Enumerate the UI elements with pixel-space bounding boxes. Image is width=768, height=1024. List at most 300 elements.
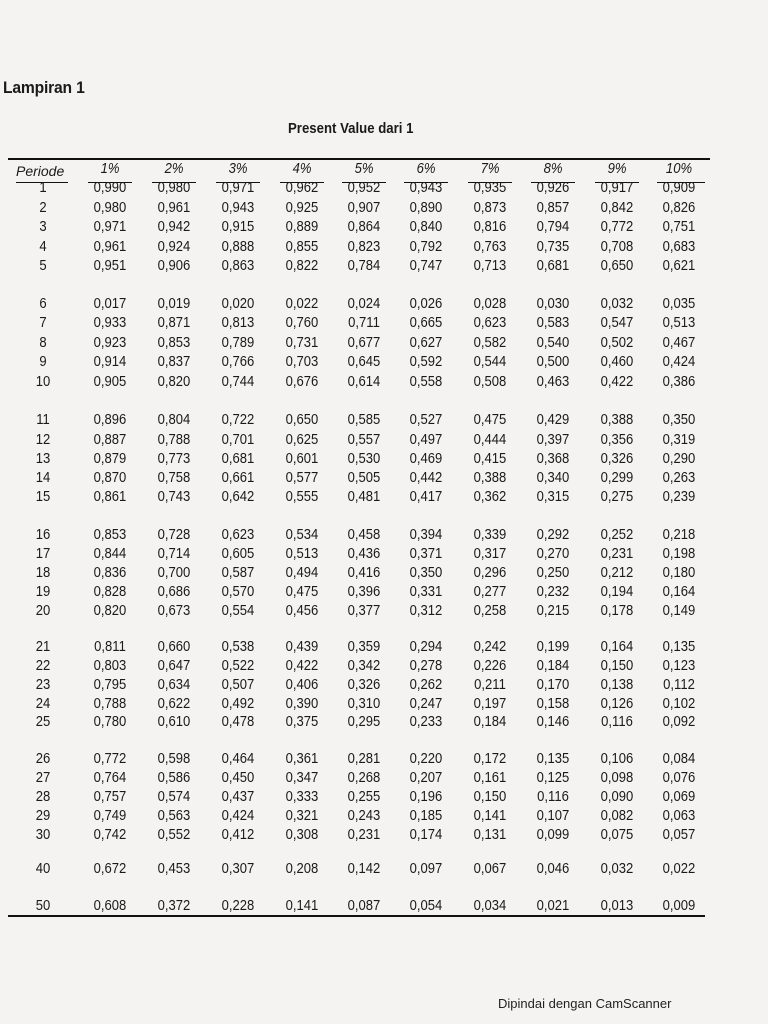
- table-cell: 0,281: [347, 751, 381, 767]
- period-cell: 15: [35, 489, 51, 505]
- table-cell: 0,149: [662, 603, 696, 619]
- table-cell: 0,022: [285, 296, 319, 312]
- table-cell: 0,855: [285, 239, 319, 255]
- table-cell: 0,270: [536, 546, 570, 562]
- table-cell: 0,116: [537, 789, 569, 805]
- table-cell: 0,574: [157, 789, 191, 805]
- table-cell: 0,032: [600, 861, 634, 877]
- table-cell: 0,700: [157, 565, 191, 581]
- table-cell: 0,372: [157, 898, 191, 914]
- table-cell: 0,142: [347, 861, 381, 877]
- table-cell: 0,601: [285, 451, 319, 467]
- table-cell: 0,437: [221, 789, 255, 805]
- rate-column-header: 10%: [665, 161, 693, 177]
- table-cell: 0,780: [93, 714, 127, 730]
- table-cell: 0,356: [600, 432, 634, 448]
- table-cell: 0,788: [93, 696, 127, 712]
- table-cell: 0,676: [285, 374, 319, 390]
- appendix-heading: Lampiran 1: [3, 78, 85, 97]
- table-cell: 0,350: [409, 565, 443, 581]
- table-cell: 0,924: [157, 239, 191, 255]
- table-cell: 0,102: [662, 696, 696, 712]
- table-cell: 0,513: [285, 546, 319, 562]
- table-cell: 0,158: [536, 696, 570, 712]
- period-cell: 30: [35, 827, 51, 843]
- table-cell: 0,683: [662, 239, 696, 255]
- table-cell: 0,331: [409, 584, 443, 600]
- table-cell: 0,299: [600, 470, 634, 486]
- table-cell: 0,971: [93, 219, 127, 235]
- table-cell: 0,141: [473, 808, 507, 824]
- table-cell: 0,943: [221, 200, 255, 216]
- period-cell: 28: [35, 789, 51, 805]
- table-cell: 0,673: [157, 603, 191, 619]
- table-cell: 0,116: [601, 714, 633, 730]
- table-cell: 0,547: [600, 315, 634, 331]
- table-cell: 0,135: [536, 751, 570, 767]
- period-cell: 2: [39, 200, 47, 216]
- table-cell: 0,131: [473, 827, 507, 843]
- table-cell: 0,820: [93, 603, 127, 619]
- table-cell: 0,853: [157, 335, 191, 351]
- table-cell: 0,026: [409, 296, 443, 312]
- table-cell: 0,873: [473, 200, 507, 216]
- table-cell: 0,585: [347, 412, 381, 428]
- table-cell: 0,019: [157, 296, 191, 312]
- table-cell: 0,784: [347, 258, 381, 274]
- table-cell: 0,962: [285, 180, 319, 196]
- table-cell: 0,942: [157, 219, 191, 235]
- table-cell: 0,527: [409, 412, 443, 428]
- table-cell: 0,623: [221, 527, 255, 543]
- period-cell: 6: [39, 296, 47, 312]
- table-cell: 0,063: [662, 808, 696, 824]
- table-cell: 0,239: [662, 489, 696, 505]
- table-cell: 0,494: [285, 565, 319, 581]
- period-cell: 25: [35, 714, 51, 730]
- table-cell: 0,708: [600, 239, 634, 255]
- table-cell: 0,534: [285, 527, 319, 543]
- table-cell: 0,184: [473, 714, 507, 730]
- table-cell: 0,665: [409, 315, 443, 331]
- table-cell: 0,263: [662, 470, 696, 486]
- table-cell: 0,255: [347, 789, 381, 805]
- table-cell: 0,180: [662, 565, 696, 581]
- table-cell: 0,415: [473, 451, 507, 467]
- table-cell: 0,552: [157, 827, 191, 843]
- table-cell: 0,231: [347, 827, 381, 843]
- table-cell: 0,933: [93, 315, 127, 331]
- table-cell: 0,971: [221, 180, 255, 196]
- table-cell: 0,326: [600, 451, 634, 467]
- scanner-footer: Dipindai dengan CamScanner: [498, 996, 672, 1011]
- table-cell: 0,582: [473, 335, 507, 351]
- table-cell: 0,463: [536, 374, 570, 390]
- table-cell: 0,650: [600, 258, 634, 274]
- table-cell: 0,888: [221, 239, 255, 255]
- table-cell: 0,592: [409, 354, 443, 370]
- table-cell: 0,243: [347, 808, 381, 824]
- period-cell: 12: [35, 432, 51, 448]
- period-cell: 7: [39, 315, 47, 331]
- table-cell: 0,416: [347, 565, 381, 581]
- table-cell: 0,905: [93, 374, 127, 390]
- period-cell: 29: [35, 808, 51, 824]
- table-cell: 0,583: [536, 315, 570, 331]
- table-cell: 0,397: [536, 432, 570, 448]
- table-cell: 0,456: [285, 603, 319, 619]
- table-cell: 0,458: [347, 527, 381, 543]
- table-cell: 0,711: [348, 315, 380, 331]
- table-cell: 0,492: [221, 696, 255, 712]
- table-cell: 0,870: [93, 470, 127, 486]
- table-cell: 0,803: [93, 658, 127, 674]
- period-cell: 17: [35, 546, 51, 562]
- table-cell: 0,207: [409, 770, 443, 786]
- rate-column-header: 5%: [354, 161, 374, 177]
- table-cell: 0,460: [600, 354, 634, 370]
- table-cell: 0,312: [409, 603, 443, 619]
- table-cell: 0,917: [600, 180, 634, 196]
- table-cell: 0,823: [347, 239, 381, 255]
- table-cell: 0,388: [600, 412, 634, 428]
- table-cell: 0,439: [285, 639, 319, 655]
- table-cell: 0,722: [221, 412, 255, 428]
- table-cell: 0,500: [536, 354, 570, 370]
- table-cell: 0,375: [285, 714, 319, 730]
- table-cell: 0,361: [285, 751, 319, 767]
- table-cell: 0,090: [600, 789, 634, 805]
- table-cell: 0,757: [93, 789, 127, 805]
- table-cell: 0,760: [285, 315, 319, 331]
- table-cell: 0,772: [93, 751, 127, 767]
- table-cell: 0,268: [347, 770, 381, 786]
- table-cell: 0,844: [93, 546, 127, 562]
- rate-column-header: 3%: [228, 161, 248, 177]
- table-cell: 0,075: [600, 827, 634, 843]
- table-cell: 0,557: [347, 432, 381, 448]
- table-cell: 0,961: [93, 239, 127, 255]
- period-cell: 22: [35, 658, 51, 674]
- table-cell: 0,840: [409, 219, 443, 235]
- table-cell: 0,321: [285, 808, 319, 824]
- table-cell: 0,889: [285, 219, 319, 235]
- rate-column-header: 7%: [480, 161, 500, 177]
- table-cell: 0,161: [473, 770, 507, 786]
- table-cell: 0,558: [409, 374, 443, 390]
- table-cell: 0,853: [93, 527, 127, 543]
- table-cell: 0,647: [157, 658, 191, 674]
- table-cell: 0,925: [285, 200, 319, 216]
- table-cell: 0,333: [285, 789, 319, 805]
- table-cell: 0,429: [536, 412, 570, 428]
- table-cell: 0,211: [474, 677, 506, 693]
- table-cell: 0,242: [473, 639, 507, 655]
- period-cell: 20: [35, 603, 51, 619]
- period-cell: 19: [35, 584, 51, 600]
- table-cell: 0,907: [347, 200, 381, 216]
- table-cell: 0,067: [473, 861, 507, 877]
- table-cell: 0,813: [221, 315, 255, 331]
- table-cell: 0,184: [536, 658, 570, 674]
- table-cell: 0,586: [157, 770, 191, 786]
- table-cell: 0,621: [662, 258, 696, 274]
- table-cell: 0,857: [536, 200, 570, 216]
- table-cell: 0,295: [347, 714, 381, 730]
- table-cell: 0,788: [157, 432, 191, 448]
- period-cell: 3: [39, 219, 47, 235]
- table-cell: 0,308: [285, 827, 319, 843]
- table-cell: 0,642: [221, 489, 255, 505]
- table-cell: 0,107: [536, 808, 570, 824]
- period-cell: 1: [39, 180, 47, 196]
- table-cell: 0,794: [536, 219, 570, 235]
- table-cell: 0,450: [221, 770, 255, 786]
- table-cell: 0,359: [347, 639, 381, 655]
- table-cell: 0,538: [221, 639, 255, 655]
- table-cell: 0,497: [409, 432, 443, 448]
- rate-column-header: 1%: [100, 161, 120, 177]
- table-cell: 0,212: [600, 565, 634, 581]
- rate-column-header: 8%: [543, 161, 563, 177]
- table-cell: 0,478: [221, 714, 255, 730]
- table-cell: 0,123: [662, 658, 696, 674]
- table-cell: 0,185: [409, 808, 443, 824]
- table-cell: 0,092: [662, 714, 696, 730]
- table-cell: 0,890: [409, 200, 443, 216]
- table-cell: 0,097: [409, 861, 443, 877]
- table-cell: 0,758: [157, 470, 191, 486]
- period-cell: 4: [39, 239, 47, 255]
- table-cell: 0,513: [662, 315, 696, 331]
- table-cell: 0,773: [157, 451, 191, 467]
- period-cell: 13: [35, 451, 51, 467]
- table-cell: 0,610: [157, 714, 191, 730]
- table-cell: 0,436: [347, 546, 381, 562]
- table-cell: 0,292: [536, 527, 570, 543]
- table-cell: 0,822: [285, 258, 319, 274]
- table-cell: 0,422: [285, 658, 319, 674]
- table-cell: 0,009: [662, 898, 696, 914]
- table-cell: 0,645: [347, 354, 381, 370]
- table-cell: 0,371: [409, 546, 443, 562]
- table-cell: 0,082: [600, 808, 634, 824]
- table-cell: 0,686: [157, 584, 191, 600]
- table-cell: 0,106: [600, 751, 634, 767]
- table-cell: 0,681: [536, 258, 570, 274]
- table-cell: 0,098: [600, 770, 634, 786]
- table-cell: 0,861: [93, 489, 127, 505]
- table-cell: 0,228: [221, 898, 255, 914]
- table-cell: 0,952: [347, 180, 381, 196]
- table-cell: 0,135: [662, 639, 696, 655]
- rate-column-header: 9%: [607, 161, 627, 177]
- period-cell: 11: [36, 412, 50, 428]
- table-cell: 0,598: [157, 751, 191, 767]
- table-cell: 0,340: [536, 470, 570, 486]
- table-cell: 0,469: [409, 451, 443, 467]
- table-cell: 0,751: [662, 219, 696, 235]
- table-cell: 0,424: [221, 808, 255, 824]
- table-cell: 0,764: [93, 770, 127, 786]
- table-cell: 0,258: [473, 603, 507, 619]
- table-cell: 0,577: [285, 470, 319, 486]
- table-cell: 0,650: [285, 412, 319, 428]
- table-cell: 0,390: [285, 696, 319, 712]
- table-cell: 0,836: [93, 565, 127, 581]
- table-cell: 0,625: [285, 432, 319, 448]
- table-cell: 0,555: [285, 489, 319, 505]
- table-cell: 0,828: [93, 584, 127, 600]
- table-cell: 0,196: [409, 789, 443, 805]
- table-cell: 0,453: [157, 861, 191, 877]
- period-cell: 16: [35, 527, 51, 543]
- table-cell: 0,170: [536, 677, 570, 693]
- table-cell: 0,087: [347, 898, 381, 914]
- table-cell: 0,317: [473, 546, 507, 562]
- table-cell: 0,990: [93, 180, 127, 196]
- table-cell: 0,013: [600, 898, 634, 914]
- period-cell: 5: [39, 258, 47, 274]
- period-cell: 14: [35, 470, 51, 486]
- table-title: Present Value dari 1: [288, 120, 414, 137]
- table-cell: 0,481: [347, 489, 381, 505]
- table-cell: 0,467: [662, 335, 696, 351]
- table-cell: 0,507: [221, 677, 255, 693]
- period-cell: 21: [35, 639, 51, 655]
- table-cell: 0,816: [473, 219, 507, 235]
- table-cell: 0,422: [600, 374, 634, 390]
- table-cell: 0,935: [473, 180, 507, 196]
- period-cell: 24: [35, 696, 51, 712]
- table-cell: 0,826: [662, 200, 696, 216]
- table-cell: 0,032: [600, 296, 634, 312]
- table-cell: 0,923: [93, 335, 127, 351]
- table-cell: 0,820: [157, 374, 191, 390]
- table-cell: 0,714: [157, 546, 191, 562]
- table-cell: 0,141: [285, 898, 319, 914]
- table-cell: 0,164: [662, 584, 696, 600]
- table-cell: 0,563: [157, 808, 191, 824]
- table-cell: 0,208: [285, 861, 319, 877]
- period-column-header: Periode: [16, 163, 65, 179]
- table-cell: 0,315: [536, 489, 570, 505]
- table-cell: 0,789: [221, 335, 255, 351]
- table-cell: 0,277: [473, 584, 507, 600]
- table-cell: 0,772: [600, 219, 634, 235]
- table-cell: 0,681: [221, 451, 255, 467]
- table-cell: 0,084: [662, 751, 696, 767]
- table-cell: 0,020: [221, 296, 255, 312]
- table-cell: 0,554: [221, 603, 255, 619]
- table-cell: 0,713: [473, 258, 507, 274]
- table-cell: 0,475: [285, 584, 319, 600]
- table-cell: 0,587: [221, 565, 255, 581]
- table-cell: 0,863: [221, 258, 255, 274]
- period-cell: 26: [35, 751, 51, 767]
- table-cell: 0,540: [536, 335, 570, 351]
- rate-column-header: 4%: [292, 161, 312, 177]
- table-cell: 0,747: [409, 258, 443, 274]
- table-cell: 0,197: [473, 696, 507, 712]
- table-cell: 0,290: [662, 451, 696, 467]
- table-cell: 0,728: [157, 527, 191, 543]
- table-cell: 0,412: [221, 827, 255, 843]
- rate-column-header: 2%: [164, 161, 184, 177]
- table-cell: 0,226: [473, 658, 507, 674]
- table-cell: 0,677: [347, 335, 381, 351]
- table-cell: 0,406: [285, 677, 319, 693]
- table-cell: 0,672: [93, 861, 127, 877]
- table-cell: 0,522: [221, 658, 255, 674]
- table-cell: 0,906: [157, 258, 191, 274]
- table-cell: 0,701: [221, 432, 255, 448]
- table-cell: 0,326: [347, 677, 381, 693]
- table-cell: 0,980: [157, 180, 191, 196]
- table-cell: 0,887: [93, 432, 127, 448]
- table-cell: 0,864: [347, 219, 381, 235]
- table-cell: 0,362: [473, 489, 507, 505]
- table-cell: 0,417: [409, 489, 443, 505]
- period-cell: 18: [35, 565, 51, 581]
- table-cell: 0,766: [221, 354, 255, 370]
- table-cell: 0,896: [93, 412, 127, 428]
- table-cell: 0,172: [473, 751, 507, 767]
- table-cell: 0,735: [536, 239, 570, 255]
- table-cell: 0,926: [536, 180, 570, 196]
- table-cell: 0,744: [221, 374, 255, 390]
- table-cell: 0,871: [157, 315, 191, 331]
- table-cell: 0,112: [663, 677, 695, 693]
- table-cell: 0,178: [600, 603, 634, 619]
- table-cell: 0,125: [536, 770, 570, 786]
- table-cell: 0,198: [662, 546, 696, 562]
- table-cell: 0,464: [221, 751, 255, 767]
- table-cell: 0,099: [536, 827, 570, 843]
- table-cell: 0,505: [347, 470, 381, 486]
- table-cell: 0,262: [409, 677, 443, 693]
- table-cell: 0,046: [536, 861, 570, 877]
- table-cell: 0,218: [662, 527, 696, 543]
- table-cell: 0,310: [347, 696, 381, 712]
- table-cell: 0,150: [600, 658, 634, 674]
- table-cell: 0,396: [347, 584, 381, 600]
- table-cell: 0,138: [600, 677, 634, 693]
- table-cell: 0,150: [473, 789, 507, 805]
- table-cell: 0,164: [600, 639, 634, 655]
- table-cell: 0,034: [473, 898, 507, 914]
- table-cell: 0,879: [93, 451, 127, 467]
- table-cell: 0,743: [157, 489, 191, 505]
- table-cell: 0,347: [285, 770, 319, 786]
- table-cell: 0,502: [600, 335, 634, 351]
- table-cell: 0,842: [600, 200, 634, 216]
- table-cell: 0,307: [221, 861, 255, 877]
- table-cell: 0,076: [662, 770, 696, 786]
- table-cell: 0,614: [347, 374, 381, 390]
- table-cell: 0,028: [473, 296, 507, 312]
- table-cell: 0,275: [600, 489, 634, 505]
- table-cell: 0,388: [473, 470, 507, 486]
- table-cell: 0,030: [536, 296, 570, 312]
- period-cell: 9: [39, 354, 47, 370]
- period-cell: 10: [35, 374, 51, 390]
- table-cell: 0,368: [536, 451, 570, 467]
- table-cell: 0,069: [662, 789, 696, 805]
- table-cell: 0,057: [662, 827, 696, 843]
- table-cell: 0,174: [409, 827, 443, 843]
- rate-column-header: 6%: [416, 161, 436, 177]
